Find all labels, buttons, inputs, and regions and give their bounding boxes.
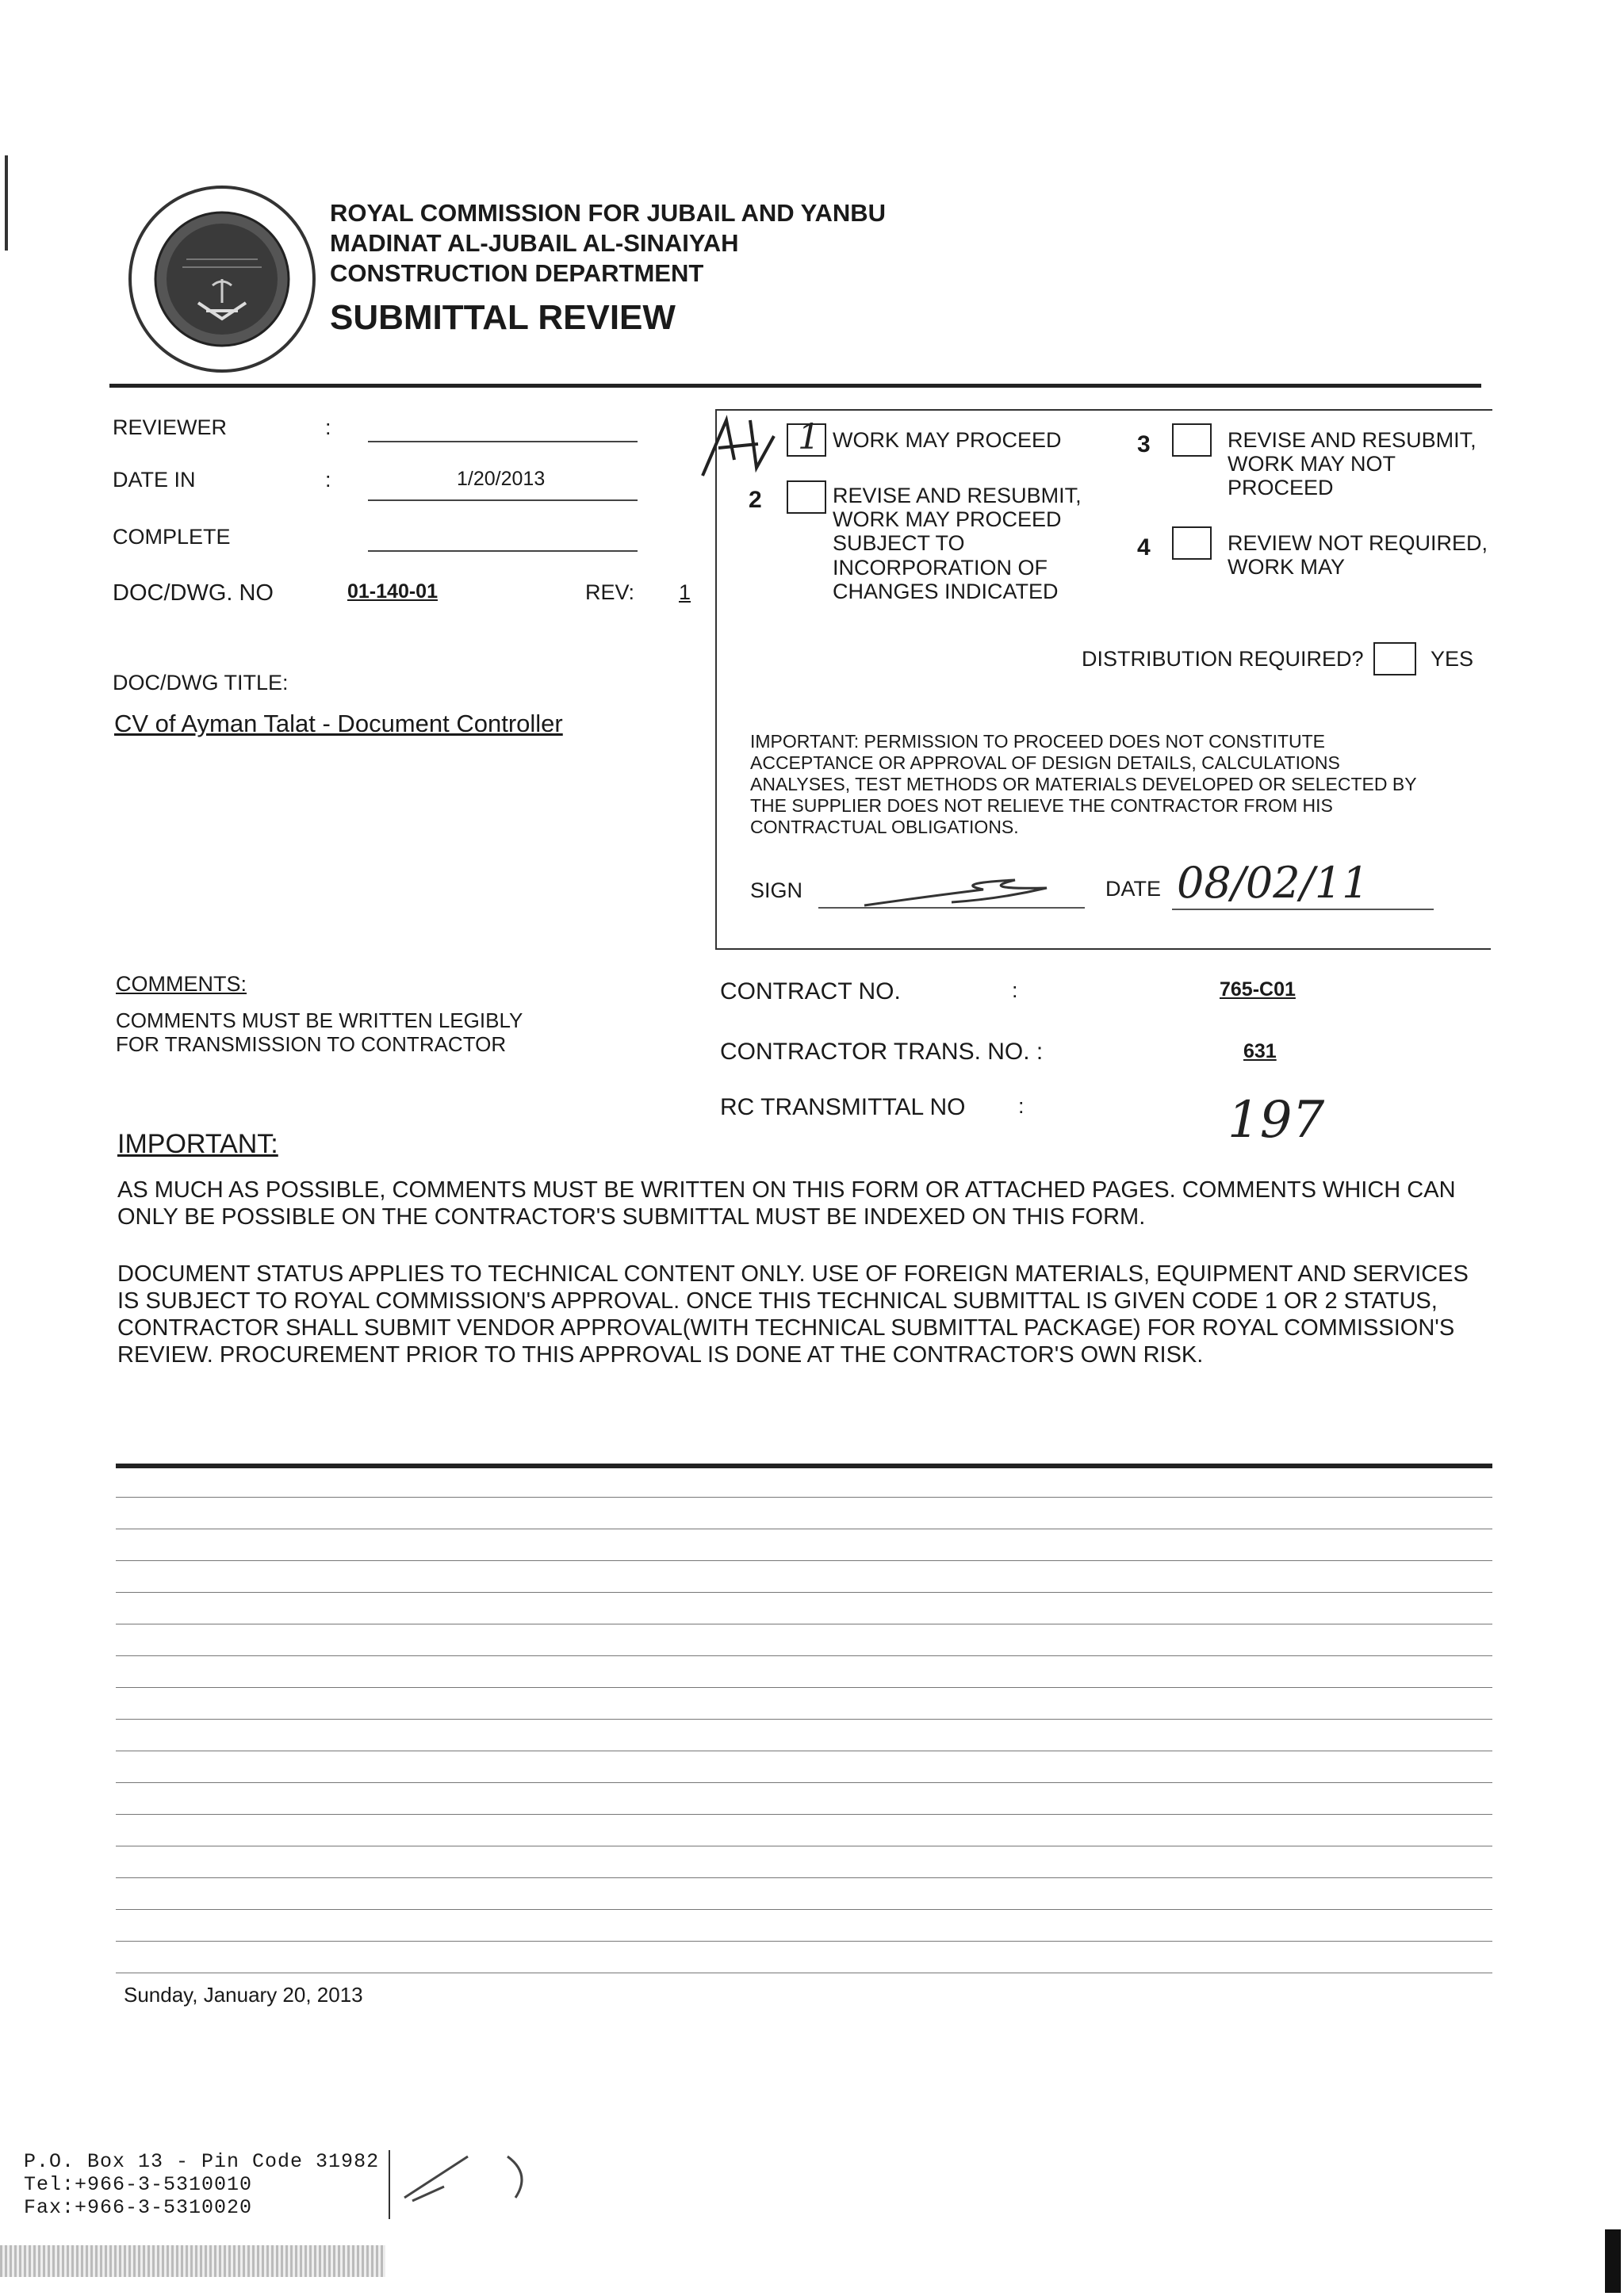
code-3-label: REVISE AND RESUBMIT, WORK MAY NOT PROCEED xyxy=(1228,428,1477,500)
comment-line[interactable] xyxy=(116,1877,1492,1878)
code-2-checkbox[interactable] xyxy=(787,480,826,514)
important-paragraph-2: DOCUMENT STATUS APPLIES TO TECHNICAL CONTENT ONLY. USE OF FOREIGN MATERIALS, EQUIPMENT AND SERVICES IS SUBJECT TO ROYAL COMMISSION'S APPROVAL. ONCE THIS TECHNICAL SUBMITTAL IS GIVEN CODE 1 OR 2 STATUS, CONTRACTOR SHALL SUBMIT VENDOR APPROVAL(WITH TECHNICAL SUBMITTAL PACKAGE) FOR ROYAL COMMISSION'S REVIEW. PROCUREMENT PRIOR TO THIS APPROVAL IS DONE AT THE CONTRACTOR'S OWN RISK. xyxy=(117,1261,1469,1368)
header-line-2: MADINAT AL-JUBAIL AL-SINAIYAH xyxy=(330,229,739,257)
code-3-checkbox[interactable] xyxy=(1172,423,1212,457)
comment-line[interactable] xyxy=(116,1719,1492,1720)
seal-graphic xyxy=(127,184,317,374)
date-in-field[interactable] xyxy=(368,499,638,501)
rc-transmittal-value: 197 xyxy=(1228,1091,1325,1150)
code-2-number: 2 xyxy=(749,487,762,513)
footer-date: Sunday, January 20, 2013 xyxy=(124,1983,363,2007)
rev-label: REV: xyxy=(585,580,635,604)
comment-line[interactable] xyxy=(116,1909,1492,1910)
code-4-checkbox[interactable] xyxy=(1172,526,1212,560)
contract-no-label: CONTRACT NO. xyxy=(720,978,901,1004)
contract-no-value: 765-C01 xyxy=(1220,978,1296,1001)
reviewer-label: REVIEWER xyxy=(113,415,228,439)
doc-title-label: DOC/DWG TITLE: xyxy=(113,671,289,695)
comment-line[interactable] xyxy=(116,1560,1492,1561)
comment-line[interactable] xyxy=(116,1655,1492,1656)
complete-label: COMPLETE xyxy=(113,525,231,549)
rc-transmittal-label: RC TRANSMITTAL NO xyxy=(720,1094,966,1120)
complete-field[interactable] xyxy=(368,550,638,552)
doc-title-value: CV of Ayman Talat - Document Controller xyxy=(114,710,563,737)
reviewer-field[interactable] xyxy=(368,441,638,442)
sign-label: SIGN xyxy=(750,878,803,902)
scan-noise-bar xyxy=(0,2245,385,2277)
important-paragraph-1: AS MUCH AS POSSIBLE, COMMENTS MUST BE WRITTEN ON THIS FORM OR ATTACHED PAGES. COMMENTS WHICH CAN ONLY BE POSSIBLE ON THE CONTRACTOR'S SUBMITTAL MUST BE INDEXED ON THIS FORM. xyxy=(117,1177,1456,1230)
review-date-handwritten: 08/02/11 xyxy=(1177,858,1369,908)
date-field[interactable] xyxy=(1172,909,1434,910)
comment-line[interactable] xyxy=(116,1782,1492,1783)
comment-line[interactable] xyxy=(116,1941,1492,1942)
code-4-number: 4 xyxy=(1137,534,1151,561)
reviewer-colon: : xyxy=(325,415,331,439)
po-box: P.O. Box 13 - Pin Code 31982 xyxy=(24,2150,380,2173)
royal-commission-seal xyxy=(127,184,317,374)
review-code-panel-bottom xyxy=(715,948,1491,950)
comments-note: COMMENTS MUST BE WRITTEN LEGIBLY FOR TRANSMISSION TO CONTRACTOR xyxy=(116,1008,523,1056)
doc-no-label: DOC/DWG. NO xyxy=(113,580,274,606)
trans-no-label: CONTRACTOR TRANS. NO. : xyxy=(720,1039,1044,1065)
scan-edge-mark xyxy=(5,155,8,251)
rev-value: 1 xyxy=(679,580,691,604)
comments-label: COMMENTS: xyxy=(116,972,247,996)
date-in-label: DATE IN xyxy=(113,468,196,492)
permission-note: IMPORTANT: PERMISSION TO PROCEED DOES NOT CONSTITUTE ACCEPTANCE OR APPROVAL OF DESIGN DETAILS, CALCULATIONS ANALYSES, TEST METHODS OR MATERIALS DEVELOPED OR SELECTED BY THE SUPPLIER DOES NOT RELIEVE THE CONTRACTOR FROM HIS CONTRACTUAL OBLIGATIONS. xyxy=(750,731,1417,837)
code-2-label: REVISE AND RESUBMIT, WORK MAY PROCEED SUBJECT TO INCORPORATION OF CHANGES INDICATED xyxy=(833,484,1082,603)
address-block xyxy=(24,2150,390,2219)
scan-edge-mark-right xyxy=(1605,2229,1621,2293)
page-title: SUBMITTAL REVIEW xyxy=(330,298,676,337)
code-1-label: WORK MAY PROCEED xyxy=(833,428,1062,452)
header-rule xyxy=(109,384,1481,388)
signature xyxy=(856,866,1078,913)
comment-line[interactable] xyxy=(116,1687,1492,1688)
rc-transmittal-colon: : xyxy=(1018,1094,1025,1118)
trans-no-value: 631 xyxy=(1243,1040,1277,1062)
header-line-3: CONSTRUCTION DEPARTMENT xyxy=(330,259,704,287)
date-in-value: 1/20/2013 xyxy=(457,468,546,490)
distribution-label: DISTRIBUTION REQUIRED? xyxy=(1082,647,1364,671)
telephone: Tel:+966-3-5310010 xyxy=(24,2173,253,2196)
date-in-colon: : xyxy=(325,468,331,492)
initials-scribble xyxy=(695,404,790,484)
contract-no-colon: : xyxy=(1012,978,1018,1002)
important-heading: IMPORTANT: xyxy=(117,1129,278,1159)
code-1-checkmark: 1 xyxy=(798,417,820,457)
footer-scribble xyxy=(396,2150,555,2214)
header-line-1: ROYAL COMMISSION FOR JUBAIL AND YANBU xyxy=(330,199,887,227)
code-3-number: 3 xyxy=(1137,431,1151,457)
fax: Fax:+966-3-5310020 xyxy=(24,2196,253,2219)
date-label: DATE xyxy=(1105,877,1162,901)
comment-line[interactable] xyxy=(116,1592,1492,1593)
comment-line[interactable] xyxy=(116,1814,1492,1815)
distribution-yes: YES xyxy=(1431,647,1474,671)
comment-line[interactable] xyxy=(116,1497,1492,1498)
comment-lines[interactable] xyxy=(116,1468,1492,1984)
code-4-label: REVIEW NOT REQUIRED, WORK MAY xyxy=(1228,531,1488,580)
doc-no-value: 01-140-01 xyxy=(347,580,438,603)
distribution-checkbox[interactable] xyxy=(1373,642,1416,675)
